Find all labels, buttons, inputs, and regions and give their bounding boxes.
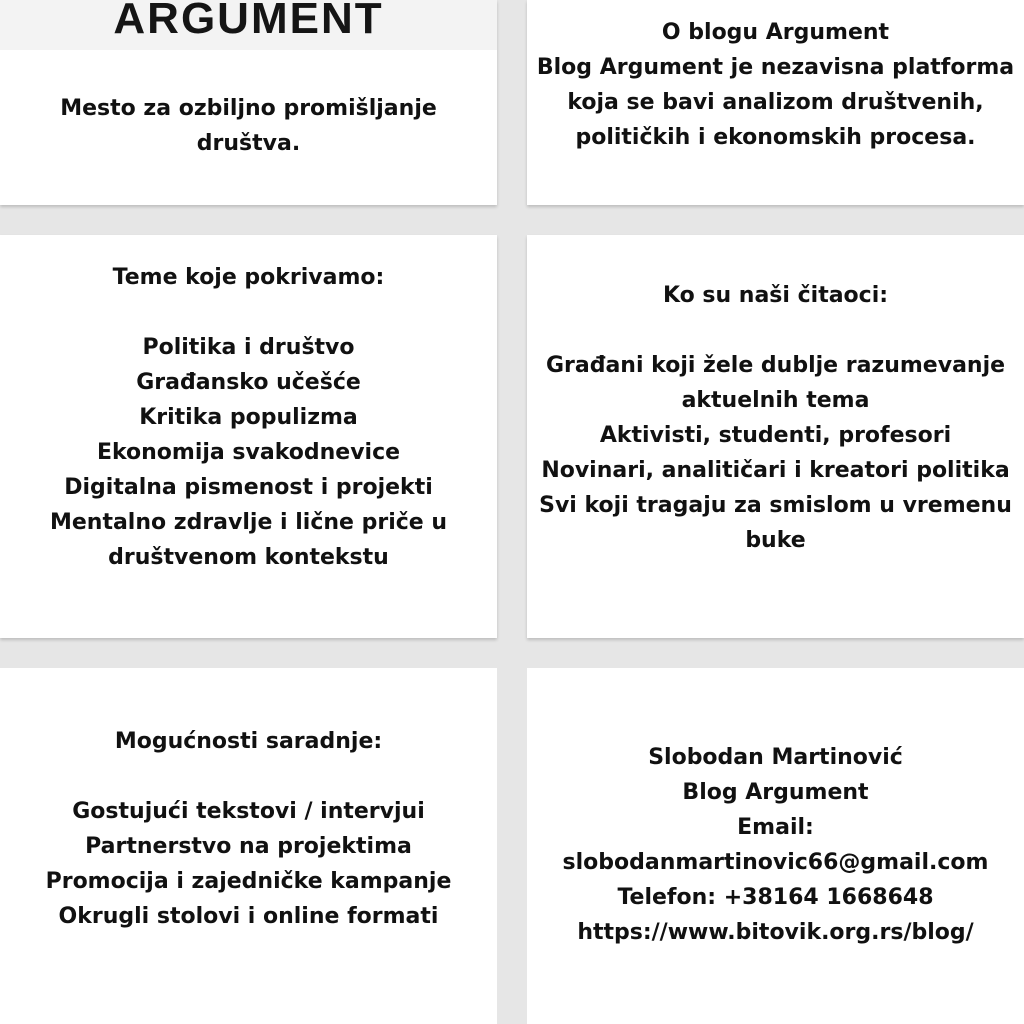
about-text	[527, 15, 1024, 155]
reader-item: Aktivisti, studenti, profesori	[599, 423, 952, 448]
cooperation-text	[0, 724, 497, 934]
readers-heading: Ko su naši čitaoci:	[662, 283, 889, 308]
topics-heading: Teme koje pokrivamo:	[112, 265, 385, 290]
card-topics	[0, 235, 497, 638]
reader-item: buke	[745, 528, 806, 553]
card-cooperation	[0, 668, 497, 1024]
reader-item: Građani koji žele dublje razumevanje	[545, 353, 1006, 378]
contact-email[interactable]: slobodanmartinovic66@gmail.com	[562, 850, 989, 875]
card-about	[527, 0, 1024, 205]
topic-item: Digitalna pismenost i projekti	[64, 475, 433, 500]
topic-item: Građansko učešće	[136, 370, 361, 395]
topics-text	[0, 260, 497, 575]
card-readers	[527, 235, 1024, 638]
topic-item: društvenom kontekstu	[108, 545, 389, 570]
contact-phone: Telefon: +38164 1668648	[617, 885, 934, 910]
tagline-line: društva.	[196, 131, 301, 156]
reader-item: Novinari, analitičari i kreatori politika	[541, 458, 1010, 483]
contact-website-link[interactable]: https://www.bitovik.org.rs/blog/	[577, 920, 974, 945]
topic-item: Politika i društvo	[142, 335, 355, 360]
about-line: koja se bavi analizom društvenih,	[567, 90, 984, 115]
topic-item: Mentalno zdravlje i lične priče u	[49, 510, 448, 535]
readers-text	[527, 278, 1024, 558]
contact-name: Slobodan Martinović	[648, 745, 903, 770]
tagline-line: Mesto za ozbiljno promišljanje	[60, 96, 437, 121]
cooperation-item: Partnerstvo na projektima	[85, 834, 412, 859]
about-line: Blog Argument je nezavisna platforma	[536, 55, 1015, 80]
topic-item: Ekonomija svakodnevice	[96, 440, 401, 465]
cooperation-heading: Mogućnosti saradnje:	[114, 729, 383, 754]
cooperation-item: Gostujući tekstovi / intervjui	[72, 799, 425, 824]
card-intro	[0, 0, 497, 205]
tagline	[0, 91, 497, 161]
cooperation-item: Okrugli stolovi i online formati	[58, 904, 439, 929]
about-line: političkih i ekonomskih procesa.	[575, 125, 976, 150]
blog-logo: ARGUMENT	[0, 0, 497, 50]
reader-item: aktuelnih tema	[681, 388, 870, 413]
topic-item: Kritika populizma	[139, 405, 358, 430]
contact-blog: Blog Argument	[682, 780, 869, 805]
cooperation-item: Promocija i zajedničke kampanje	[45, 869, 452, 894]
contact-text	[527, 740, 1024, 950]
reader-item: Svi koji tragaju za smislom u vremenu	[539, 493, 1012, 518]
card-contact	[527, 668, 1024, 1024]
contact-email-label: Email:	[737, 815, 814, 840]
about-title: O blogu Argument	[661, 20, 890, 45]
